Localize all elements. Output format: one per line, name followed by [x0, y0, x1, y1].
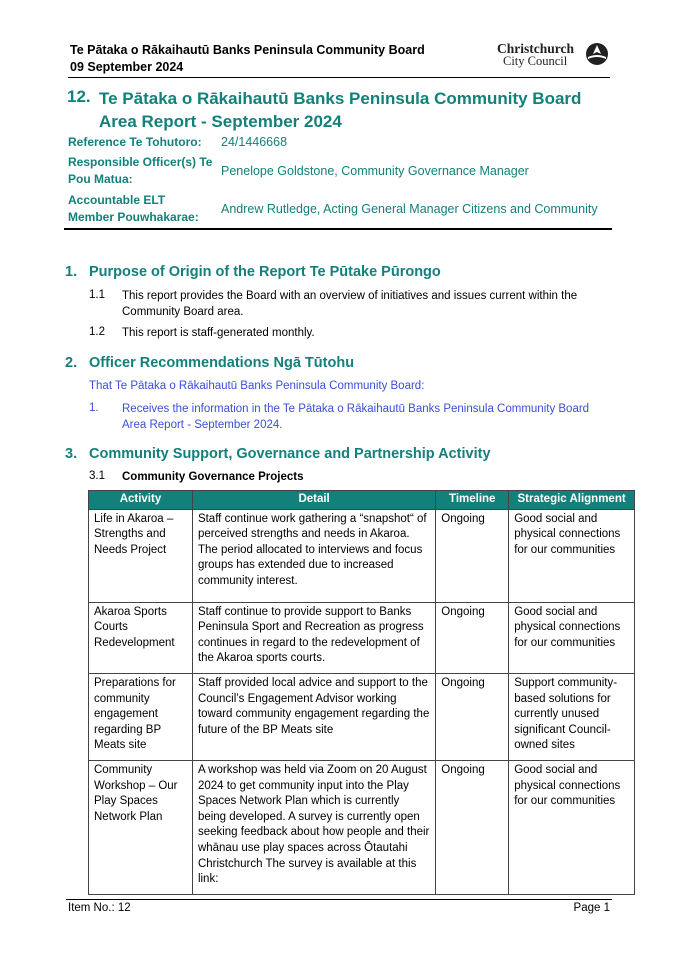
para-1-2-number: 1.2 [89, 326, 105, 338]
recommendation-1-number: 1. [89, 402, 99, 414]
section-1-title: Purpose of Origin of the Report Te Pūtake Pūrongo [89, 264, 441, 280]
cell-strategic-alignment: Good social and physical connections for our communities [509, 760, 635, 894]
document-header [70, 42, 425, 76]
logo-text-line2: City Council [503, 54, 568, 68]
recommendation-intro: That Te Pātaka o Rākaihautū Banks Peninsula Community Board: [89, 380, 425, 392]
column-header-timeline: Timeline [436, 491, 509, 510]
governance-projects-table [88, 490, 635, 895]
header-rule [68, 77, 610, 78]
council-logo [497, 42, 609, 70]
cell-activity: Community Workshop – Our Play Spaces Network Plan [89, 760, 193, 894]
meta-reference-label: Reference Te Tohutoro: [68, 135, 202, 149]
council-logo-icon [585, 42, 609, 66]
section-3-title: Community Support, Governance and Partnership Activity [89, 446, 491, 462]
meta-elt-value: Andrew Rutledge, Acting General Manager Citizens and Community [221, 202, 598, 216]
column-header-detail: Detail [192, 491, 435, 510]
cell-timeline: Ongoing [436, 509, 509, 602]
cell-timeline: Ongoing [436, 760, 509, 894]
table-row [89, 602, 635, 673]
table-header-row [89, 491, 635, 510]
cell-timeline: Ongoing [436, 673, 509, 760]
footer-item-number: Item No.: 12 [68, 902, 131, 914]
section-2-number: 2. [65, 355, 78, 371]
cell-activity: Akaroa Sports Courts Redevelopment [89, 602, 193, 673]
header-date: 09 September 2024 [70, 60, 184, 74]
subsection-3-1-title: Community Governance Projects [122, 471, 304, 483]
meta-officer-label: Responsible Officer(s) Te Pou Matua: [68, 155, 213, 186]
cell-activity: Life in Akaroa – Strengths and Needs Project [89, 509, 193, 602]
cell-strategic-alignment: Good social and physical connections for our communities [509, 509, 635, 602]
meta-reference-value: 24/1446668 [221, 135, 288, 149]
section-3-number: 3. [65, 446, 78, 462]
para-1-1-number: 1.1 [89, 289, 105, 301]
meta-officer-value: Penelope Goldstone, Community Governance Manager [221, 164, 529, 178]
table-row [89, 760, 635, 894]
column-header-activity: Activity [89, 491, 193, 510]
cell-strategic-alignment: Support community-based solutions for currently unused significant Council-owned sites [509, 673, 635, 760]
cell-detail: A workshop was held via Zoom on 20 August 2024 to get community input into the Play Spaces Network Plan which is currently being developed. A survey is currently open seeking feedback about how people and their whānau use play spaces across Ōtautahi Christchurch The survey is available at this link: [192, 760, 435, 894]
meta-rule [64, 228, 612, 230]
section-2-title: Officer Recommendations Ngā Tūtohu [89, 355, 355, 371]
cell-activity: Preparations for community engagement regarding BP Meats site [89, 673, 193, 760]
table-row [89, 673, 635, 760]
report-title: Te Pātaka o Rākaihautū Banks Peninsula Community Board Area Report - September 2024 [99, 89, 582, 131]
cell-detail: Staff continue to provide support to Banks Peninsula Sport and Recreation as progress continues in regard to the redevelopment of the Akaroa sports courts. [192, 602, 435, 673]
column-header-strategic-alignment: Strategic Alignment [509, 491, 635, 510]
section-1-number: 1. [65, 264, 78, 280]
footer-page-number: Page 1 [573, 902, 610, 914]
footer-rule [66, 899, 612, 900]
header-board-name: Te Pātaka o Rākaihautū Banks Peninsula Community Board [70, 43, 425, 57]
report-number: 12. [67, 87, 91, 106]
cell-strategic-alignment: Good social and physical connections for our communities [509, 602, 635, 673]
cell-detail: Staff continue work gathering a “snapshot“ of perceived strengths and needs in Akaroa. The period allocated to interviews and focus groups has extended due to increased community interest. [192, 509, 435, 602]
subsection-3-1-number: 3.1 [89, 470, 105, 482]
meta-elt-label: Accountable ELT Member Pouwhakarae: [68, 193, 199, 224]
para-1-1-text: This report provides the Board with an overview of initiatives and issues current within the Community Board area. [122, 290, 578, 318]
recommendation-1-text: Receives the information in the Te Pātaka o Rākaihautū Banks Peninsula Community Board Area Report - September 2024. [122, 403, 590, 431]
logo-text-line1: Christchurch [497, 41, 575, 56]
cell-timeline: Ongoing [436, 602, 509, 673]
cell-detail: Staff provided local advice and support to the Council’s Engagement Advisor working toward community engagement regarding the future of the BP Meats site [192, 673, 435, 760]
para-1-2-text: This report is staff-generated monthly. [122, 327, 315, 339]
table-row [89, 509, 635, 602]
